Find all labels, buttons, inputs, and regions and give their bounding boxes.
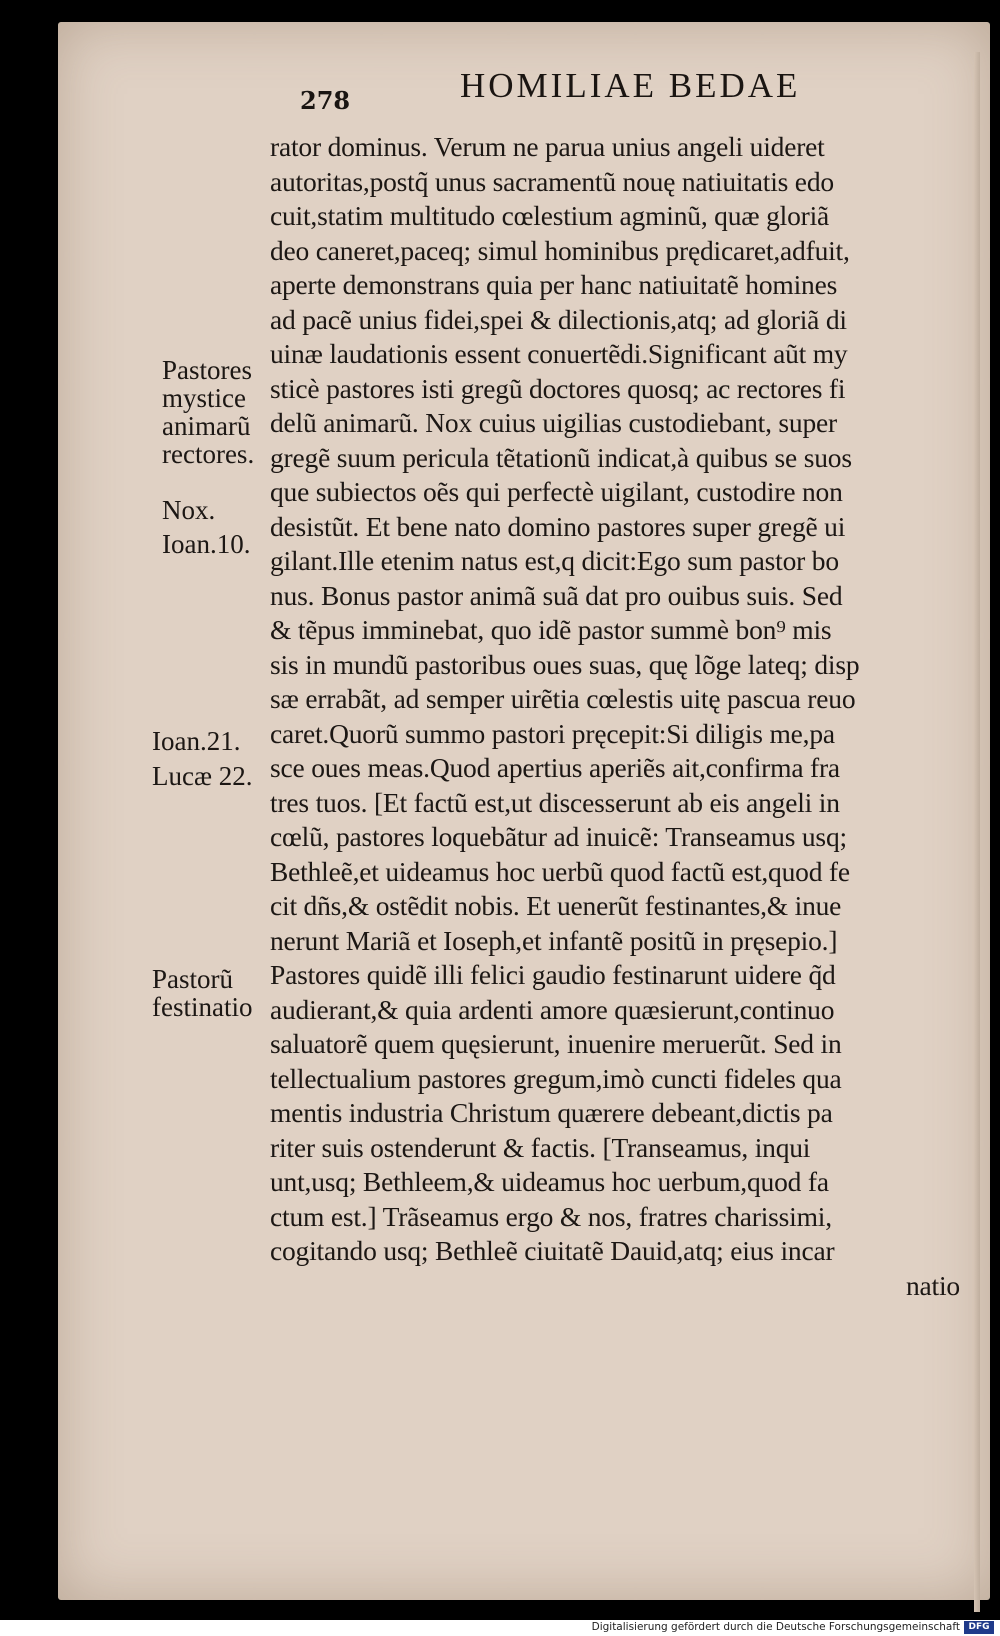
text-line: sis in mundũ pastoribus oues suas, quę lõge lateq; disp [270, 648, 860, 680]
text-line: gregẽ suum pericula tẽtationũ indicat,à quibus se suos [270, 441, 852, 473]
catchword: natio [906, 1269, 960, 1301]
margin-note-line: Ioan.21. [152, 726, 241, 756]
text-line: Pastores quidẽ illi felici gaudio festinarunt uidere q̃d [270, 959, 836, 990]
page-header [300, 66, 860, 116]
text-line: rator dominus. Verum ne parua unius angeli uideret [270, 131, 825, 162]
text-line: delũ animarũ. Nox cuius uigilias custodiebant, super [270, 407, 837, 438]
text-line: tellectualium pastores gregum,imò cuncti fideles qua [270, 1062, 842, 1094]
text-line: unt,usq; Bethleem,& uideamus hoc uerbum,quod fa [270, 1166, 829, 1197]
text-line: sticè pastores isti gregũ doctores quosq; ac rectores fi [270, 372, 846, 404]
funding-notice: Digitalisierung gefördert durch die Deutsche Forschungsgemeinschaft [591, 1621, 960, 1633]
margin-note-lucae-22 [152, 762, 253, 790]
margin-note-pastores [162, 356, 254, 468]
text-line: desistũt. Et bene nato domino pastores super gregẽ ui [270, 510, 846, 542]
text-line: ad pacẽ unius fidei,spei & dilectionis,atq; ad gloriã di [270, 303, 847, 335]
margin-note-line: Ioan.10. [162, 529, 251, 559]
text-line: autoritas,postq̃ unus sacramentũ nouę natiuitatis edo [270, 165, 834, 197]
footer-bar [0, 1620, 1000, 1636]
text-line: uinæ laudationis essent conuertẽdi.Significant aũt my [270, 338, 848, 369]
margin-note-line: festinatio [152, 992, 253, 1022]
margin-note-line: Pastores [162, 355, 252, 385]
text-line: cœlũ, pastores loquebãtur ad inuicẽ: Transeamus usq; [270, 821, 847, 852]
text-line: & tẽpus imminebat, quo idẽ pastor summè bon⁹ mis [270, 614, 832, 645]
text-line: deo caneret,paceq; simul hominibus prędicaret,adfuit, [270, 234, 850, 266]
margin-note-pastorum-festinatio [152, 965, 252, 1021]
dfg-logo: DFG [964, 1621, 994, 1634]
text-line: Bethleẽ,et uideamus hoc uerbũ quod factũ est,quod fe [270, 855, 850, 887]
text-line: saluatorẽ quem quęsierunt, inuenire meruerũt. Sed in [270, 1028, 842, 1059]
text-line: sæ errabãt, ad semper uirẽtia cœlestis uitę pascua reuo [270, 683, 856, 714]
running-title: HOMILIAE BEDAE [460, 66, 801, 105]
text-line: ctum est.] Trãseamus ergo & nos, fratres charissimi, [270, 1200, 832, 1232]
margin-note-line: Pastorũ [152, 964, 233, 994]
text-line: cuit,statim multitudo cœlestium agminũ, quæ gloriã [270, 200, 830, 231]
text-line: nus. Bonus pastor animã suã dat pro ouibus suis. Sed [270, 579, 843, 611]
text-line: cit dñs,& ostẽdit nobis. Et uenerũt festinantes,& inue [270, 890, 842, 921]
text-line: mentis industria Christum quærere debeant,dictis pa [270, 1097, 833, 1128]
text-line: nerunt Mariã et Ioseph,et infantẽ positũ in pręsepio.] [270, 924, 838, 956]
margin-note-line: Lucæ 22. [152, 761, 253, 791]
page-number: 278 [300, 86, 351, 115]
page-edge [974, 52, 980, 1612]
margin-note-line: rectores. [162, 439, 255, 469]
text-line: caret.Quorũ summo pastori pręcepit:Si diligis me,pa [270, 717, 835, 749]
text-line: gilant.Ille etenim natus est,q dicit:Ego sum pastor bo [270, 545, 839, 576]
margin-note-line: mystice [162, 383, 246, 413]
margin-note-ioan-10 [162, 530, 250, 558]
text-line: sce oues meas.Quod apertius aperiẽs ait,confirma fra [270, 752, 840, 783]
text-line: cogitando usq; Bethleẽ ciuitatẽ Dauid,atq; eius incar [270, 1235, 835, 1266]
margin-note-line: animarũ [162, 411, 251, 441]
margin-note-nox [162, 496, 215, 524]
margin-note-ioan-21 [152, 727, 240, 755]
text-line: riter suis ostenderunt & factis. [Transeamus, inqui [270, 1131, 811, 1163]
margin-note-line: Nox. [162, 495, 216, 525]
text-line: tres tuos. [Et factũ est,ut discesserunt ab eis angeli in [270, 786, 840, 818]
text-line: que subiectos oẽs qui perfectè uigilant, custodire non [270, 476, 843, 507]
text-line: aperte demonstrans quia per hanc natiuitatẽ homines [270, 269, 838, 300]
main-text-block [270, 130, 960, 1303]
text-line: audierant,& quia ardenti amore quæsierunt,continuo [270, 993, 835, 1025]
